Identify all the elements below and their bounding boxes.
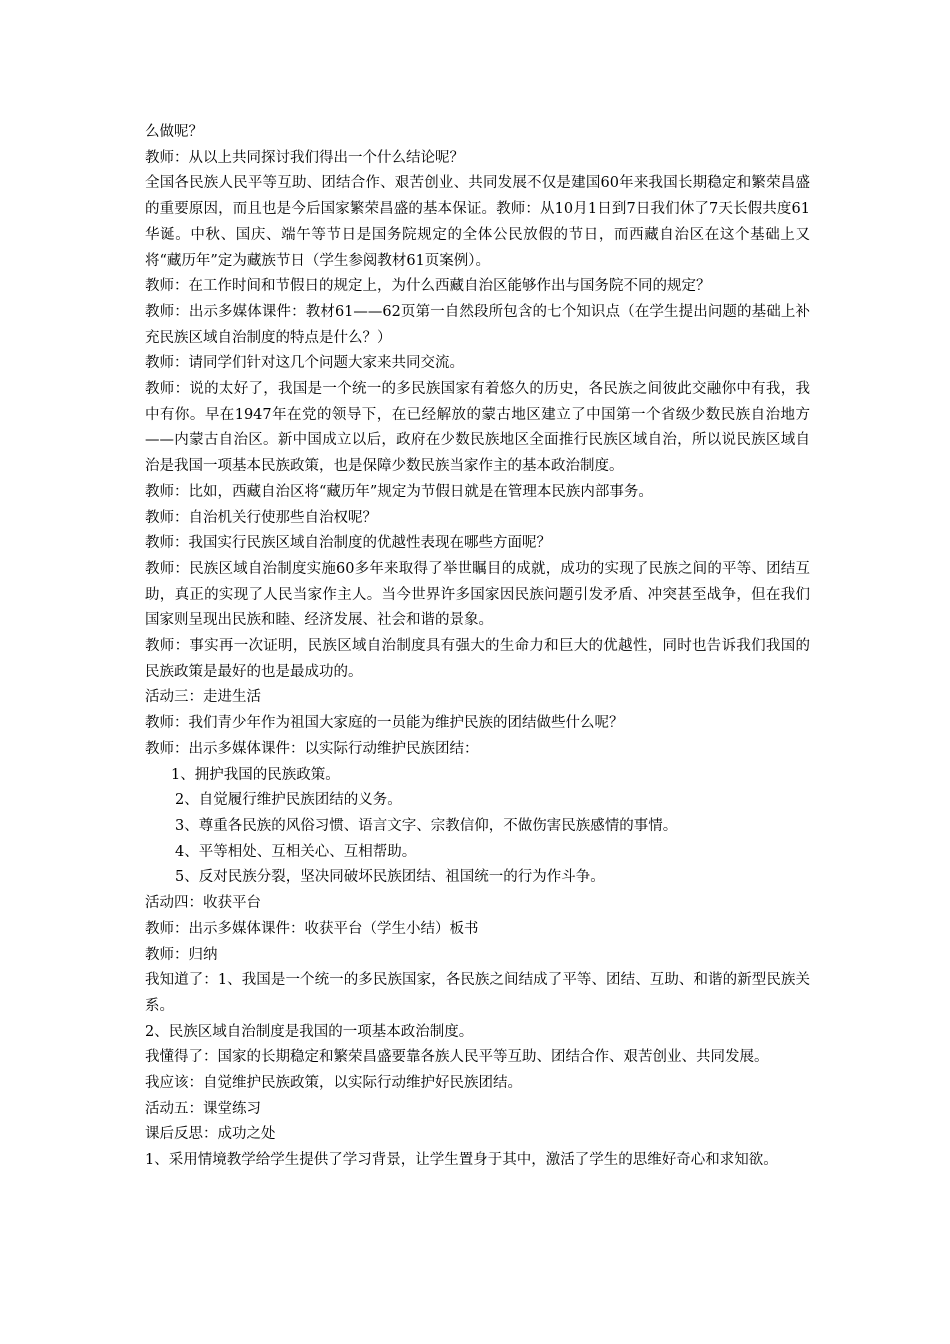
paragraph: 1、采用情境教学给学生提供了学习背景，让学生置身于其中，激活了学生的思维好奇心和求知欲。 bbox=[145, 1152, 778, 1169]
paragraph: 教师：从以上共同探讨我们得出一个什么结论呢？ bbox=[145, 149, 464, 166]
paragraph: 教师：归纳 bbox=[145, 946, 218, 963]
section-heading: 活动五：课堂练习 bbox=[145, 1100, 261, 1117]
document-body bbox=[145, 120, 810, 1174]
section-heading: 活动四：收获平台 bbox=[145, 895, 261, 912]
paragraph: 教师：比如，西藏自治区将“藏历年”规定为节假日就是在管理本民族内部事务。 bbox=[145, 483, 653, 500]
list-item: 1、拥护我国的民族政策。 bbox=[171, 766, 340, 783]
paragraph: 教师：事实再一次证明，民族区域自治制度具有强大的生命力和巨大的优越性，同时也告诉我们我国的民族政策是最好的也是最成功的。 bbox=[145, 638, 810, 680]
paragraph: 教师：请同学们针对这几个问题大家来共同交流。 bbox=[145, 355, 464, 372]
list-item: 4、平等相处、互相关心、互相帮助。 bbox=[175, 843, 417, 860]
list-item: 2、自觉履行维护民族团结的义务。 bbox=[175, 792, 402, 809]
paragraph: 我知道了：1、我国是一个统一的多民族国家，各民族之间结成了平等、团结、互助、和谐的新型民族关系。 bbox=[145, 972, 810, 1014]
paragraph: 教师：民族区域自治制度实施60多年来取得了举世瞩目的成就，成功的实现了民族之间的平等、团结互助，真正的实现了人民当家作主人。当今世界许多国家因民族问题引发矛盾、冲突甚至战争，但在我们国家则呈现出民族和睦、经济发展、社会和谐的景象。 bbox=[145, 560, 810, 629]
paragraph: 教师：在工作时间和节假日的规定上，为什么西藏自治区能够作出与国务院不同的规定？ bbox=[145, 278, 711, 295]
paragraph: 我应该：自觉维护民族政策，以实际行动维护好民族团结。 bbox=[145, 1075, 522, 1092]
paragraph: 课后反思：成功之处 bbox=[145, 1126, 276, 1143]
paragraph: 教师：自治机关行使那些自治权呢？ bbox=[145, 509, 377, 526]
paragraph: 么做呢？ bbox=[145, 124, 203, 140]
section-heading: 活动三：走进生活 bbox=[145, 689, 261, 706]
paragraph: 教师：出示多媒体课件：以实际行动维护民族团结： bbox=[145, 740, 479, 757]
list-item: 5、反对民族分裂，坚决同破坏民族团结、祖国统一的行为作斗争。 bbox=[175, 869, 605, 886]
paragraph: 2、民族区域自治制度是我国的一项基本政治制度。 bbox=[145, 1023, 474, 1040]
list-item: 3、尊重各民族的风俗习惯、语言文字、宗教信仰，不做伤害民族感情的事情。 bbox=[175, 817, 678, 834]
paragraph: 教师：我们青少年作为祖国大家庭的一员能为维护民族的团结做些什么呢？ bbox=[145, 715, 624, 732]
paragraph: 教师：出示多媒体课件：收获平台（学生小结）板书 bbox=[145, 920, 479, 937]
paragraph: 我懂得了：国家的长期稳定和繁荣昌盛要靠各族人民平等互助、团结合作、艰苦创业、共同发展。 bbox=[145, 1049, 769, 1066]
paragraph: 全国各民族人民平等互助、团结合作、艰苦创业、共同发展不仅是建国60年来我国长期稳定和繁荣昌盛的重要原因，而且也是今后国家繁荣昌盛的基本保证。教师：从10月1日到7日我们休了7天长假共度61华诞。中秋、国庆、端午等节日是国务院规定的全体公民放假的节日，而西藏自治区在这个基础上又将“藏历年”定为藏族节日（学生参阅教材61页案例）。 bbox=[145, 175, 810, 269]
paragraph: 教师：我国实行民族区域自治制度的优越性表现在哪些方面呢？ bbox=[145, 535, 551, 552]
paragraph: 教师：出示多媒体课件：教材61——62页第一自然段所包含的七个知识点（在学生提出问题的基础上补充民族区域自治制度的特点是什么？） bbox=[145, 303, 810, 346]
paragraph: 教师：说的太好了，我国是一个统一的多民族国家有着悠久的历史，各民族之间彼此交融你中有我，我中有你。早在1947年在党的领导下，在已经解放的蒙古地区建立了中国第一个省级少数民族自治地方——内蒙古自治区。新中国成立以后，政府在少数民族地区全面推行民族区域自治，所以说民族区域自治是我国一项基本民族政策，也是保障少数民族当家作主的基本政治制度。 bbox=[145, 381, 810, 475]
